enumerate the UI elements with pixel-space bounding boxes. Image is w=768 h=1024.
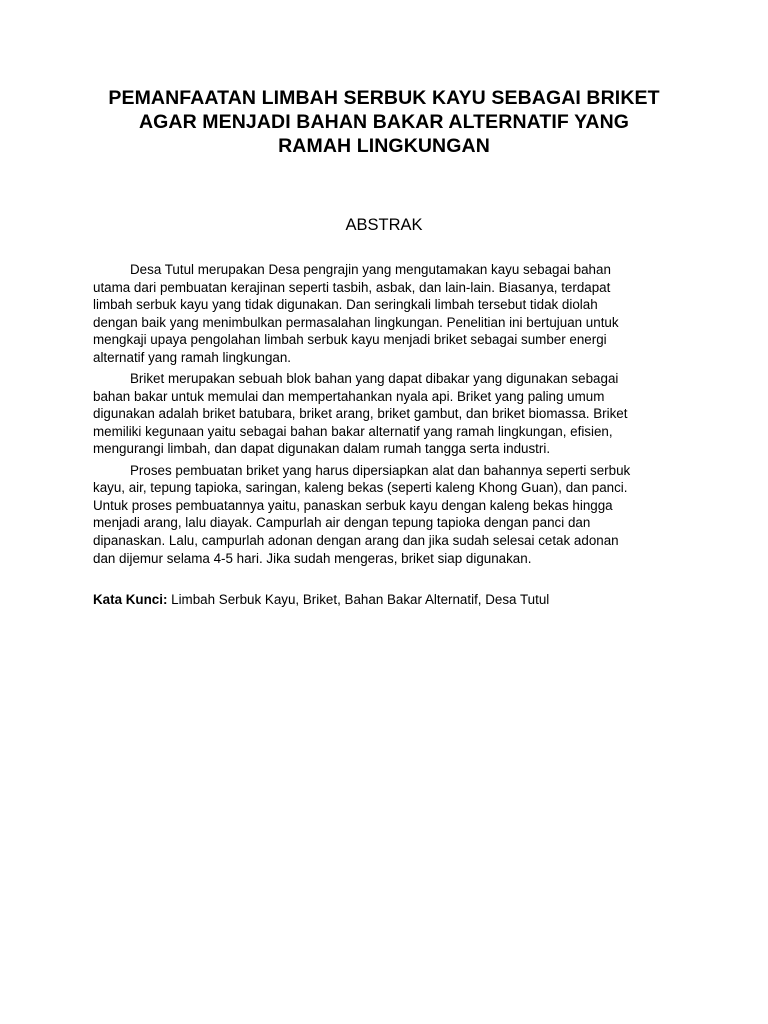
text-line: Desa Tutul merupakan Desa pengrajin yang mengutamakan kayu sebagai bahan: [130, 262, 611, 277]
keywords-label: Kata Kunci:: [93, 592, 168, 607]
keywords: [93, 591, 693, 609]
abstract-paragraph-1: [93, 261, 693, 367]
text-line: Briket merupakan sebuah blok bahan yang dapat dibakar yang digunakan sebagai: [130, 371, 619, 387]
abstract-heading: ABSTRAK: [345, 216, 423, 234]
title-line: RAMAH LINGKUNGAN: [278, 135, 490, 157]
abstract-paragraph-3: [93, 462, 693, 568]
text-line: memiliki kegunaan yaitu sebagai bahan bakar alternatif yang ramah lingkungan, efisien,: [93, 423, 613, 439]
text-line: kayu, air, tepung tapioka, saringan, kaleng bekas (seperti kaleng Khong Guan), dan panci.: [93, 480, 628, 496]
abstract-paragraph-2: [93, 370, 693, 458]
text-line: digunakan adalah briket batubara, briket arang, briket gambut, dan briket biomassa. Briket: [93, 406, 628, 422]
title-line: AGAR MENJADI BAHAN BAKAR ALTERNATIF YANG: [138, 111, 630, 133]
abstract-body: [93, 261, 693, 571]
text-line: dengan baik yang menimbulkan permasalahan lingkungan. Penelitian ini bertujuan untuk: [93, 314, 619, 330]
text-line: mengkaji upaya pengolahan limbah serbuk kayu menjadi briket sebagai sumber energi: [93, 332, 607, 348]
text-line: menjadi arang, lalu diayak. Campurlah air dengan tepung tapioka dengan panci dan: [93, 515, 591, 531]
text-line: utama dari pembuatan kerajinan seperti tasbih, asbak, dan lain-lain. Biasanya, terdapat: [93, 279, 611, 295]
text-line: dan dijemur selama 4-5 hari. Jika sudah mengeras, briket siap digunakan.: [93, 550, 532, 566]
text-line: Proses pembuatan briket yang harus dipersiapkan alat dan bahannya seperti serbuk: [130, 462, 631, 478]
text-line: bahan bakar untuk memulai dan mempertahankan nyala api. Briket yang paling umum: [93, 388, 605, 404]
text-line: limbah serbuk kayu yang tidak digunakan. Dan seringkali limbah tersebut tidak diolah: [93, 297, 598, 313]
text-line: Untuk proses pembuatannya yaitu, panaskan serbuk kayu dengan kaleng bekas hingga: [93, 497, 613, 513]
keywords-text: Limbah Serbuk Kayu, Briket, Bahan Bakar Alternatif, Desa Tutul: [167, 592, 550, 607]
text-line: alternatif yang ramah lingkungan.: [93, 349, 292, 365]
text-line: mengurangi limbah, dan dapat digunakan dalam rumah tangga serta industri.: [93, 441, 551, 457]
title-line: PEMANFAATAN LIMBAH SERBUK KAYU SEBAGAI BRIKET: [108, 87, 660, 109]
text-line: dipanaskan. Lalu, campurlah adonan dengan arang dan jika sudah selesai cetak adonan: [93, 532, 619, 548]
document-title: [80, 86, 688, 158]
